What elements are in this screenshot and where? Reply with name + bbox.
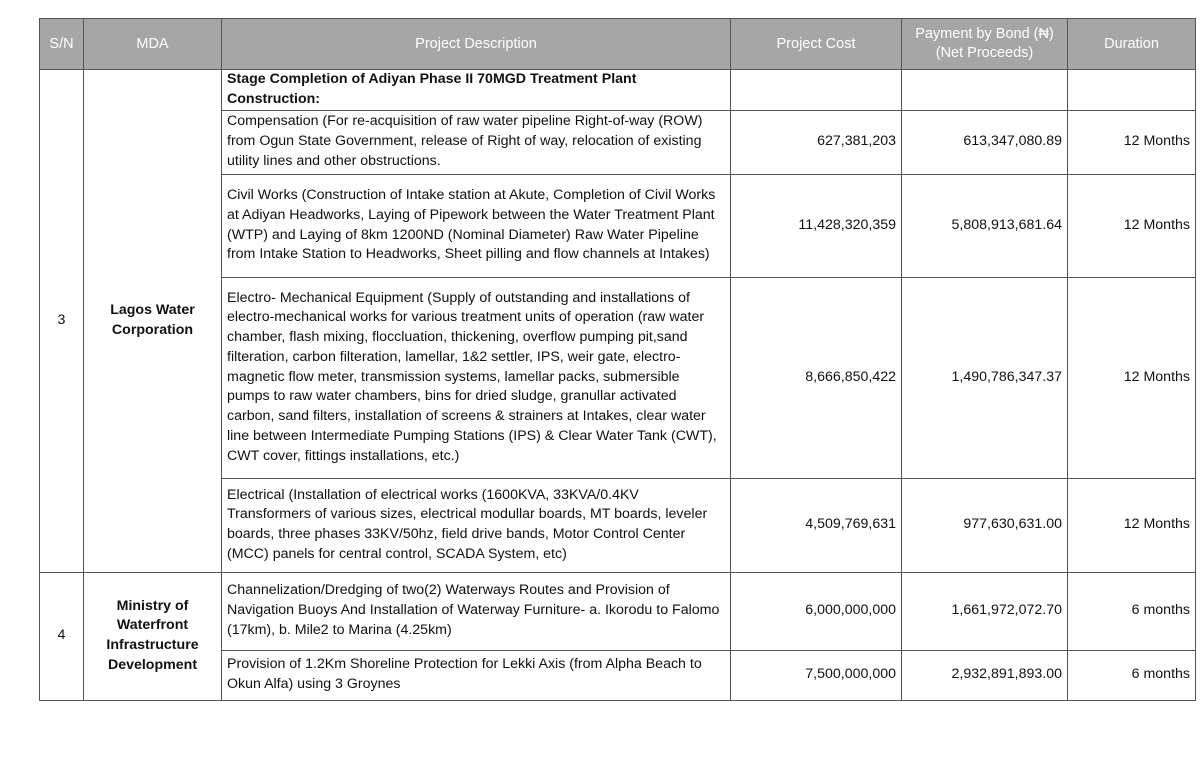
sn-cell: 3: [40, 70, 84, 573]
payment-cell: 1,661,972,072.70: [902, 572, 1068, 650]
cost-cell: 11,428,320,359: [731, 174, 902, 277]
header-project-cost: Project Cost: [731, 19, 902, 70]
table-row: [40, 572, 1196, 650]
payment-cell: 613,347,080.89: [902, 110, 1068, 174]
header-duration: Duration: [1068, 19, 1196, 70]
header-mda: MDA: [84, 19, 222, 70]
projects-table: [39, 18, 1196, 701]
mda-cell: Ministry of Waterfront Infrastructure Development: [84, 572, 222, 700]
duration-cell: 6 months: [1068, 650, 1196, 700]
table-row: [40, 70, 1196, 111]
stage-title: Stage Completion of Adiyan Phase II 70MGD Treatment Plant Construction:: [222, 70, 731, 111]
description-cell: Electrical (Installation of electrical works (1600KVA, 33KVA/0.4KV Transformers of various sizes, electrical modullar boards, MT boards, leveler boards, three phases 33KV/50hz, field drive bands, Motor Control Center (MCC) panels for central control, SCADA System, etc): [222, 478, 731, 572]
sn-cell: 4: [40, 572, 84, 700]
duration-cell: 12 Months: [1068, 110, 1196, 174]
header-description: Project Description: [222, 19, 731, 70]
cost-cell: [731, 70, 902, 111]
cost-cell: 8,666,850,422: [731, 277, 902, 478]
duration-cell: 12 Months: [1068, 277, 1196, 478]
header-sn: S/N: [40, 19, 84, 70]
header-row: [40, 19, 1196, 70]
description-cell: Channelization/Dredging of two(2) Waterways Routes and Provision of Navigation Buoys And Installation of Waterway Furniture- a. Ikorodu to Falomo (17km), b. Mile2 to Marina (4.25km): [222, 572, 731, 650]
description-cell: Provision of 1.2Km Shoreline Protection for Lekki Axis (from Alpha Beach to Okun Alfa) using 3 Groynes: [222, 650, 731, 700]
payment-cell: 1,490,786,347.37: [902, 277, 1068, 478]
payment-cell: 5,808,913,681.64: [902, 174, 1068, 277]
description-cell: Compensation (For re-acquisition of raw water pipeline Right-of-way (ROW) from Ogun State Government, release of Right of way, relocation of existing utility lines and other obstructions.: [222, 110, 731, 174]
duration-cell: 6 months: [1068, 572, 1196, 650]
mda-cell: Lagos Water Corporation: [84, 70, 222, 573]
cost-cell: 6,000,000,000: [731, 572, 902, 650]
cost-cell: 7,500,000,000: [731, 650, 902, 700]
description-cell: Civil Works (Construction of Intake station at Akute, Completion of Civil Works at Adiyan Headworks, Laying of Pipework between the Water Treatment Plant (WTP) and Laying of 8km 1200ND (Nominal Diameter) Raw Water Pipeline from Intake Station to Headworks, Sheet pilling and flow channels at Intakes): [222, 174, 731, 277]
header-payment-by-bond: Payment by Bond (₦) (Net Proceeds): [902, 19, 1068, 70]
description-cell: Electro- Mechanical Equipment (Supply of outstanding and installations of electro-mechanical works for various treatment units of operation (raw water chamber, flash mixing, floccluation, thickening, overflow pumping pit,sand filteration, carbon filteration, lamellar, 1&2 settler, IPS, weir gate, electro-magnetic flow meter, transmission systems, lamellar packs, submersible pumps to raw water chambers, bins for dried sludge, granullar activated carbon, sand filters, installation of screens & strainers at Intakes, clear water line between Intermediate Pumping Stations (IPS) & Clear Water Tank (CWT), CWT cover, fittings installations, etc.): [222, 277, 731, 478]
duration-cell: 12 Months: [1068, 174, 1196, 277]
duration-cell: 12 Months: [1068, 478, 1196, 572]
payment-cell: 977,630,631.00: [902, 478, 1068, 572]
payment-cell: 2,932,891,893.00: [902, 650, 1068, 700]
cost-cell: 627,381,203: [731, 110, 902, 174]
payment-cell: [902, 70, 1068, 111]
cost-cell: 4,509,769,631: [731, 478, 902, 572]
duration-cell: [1068, 70, 1196, 111]
